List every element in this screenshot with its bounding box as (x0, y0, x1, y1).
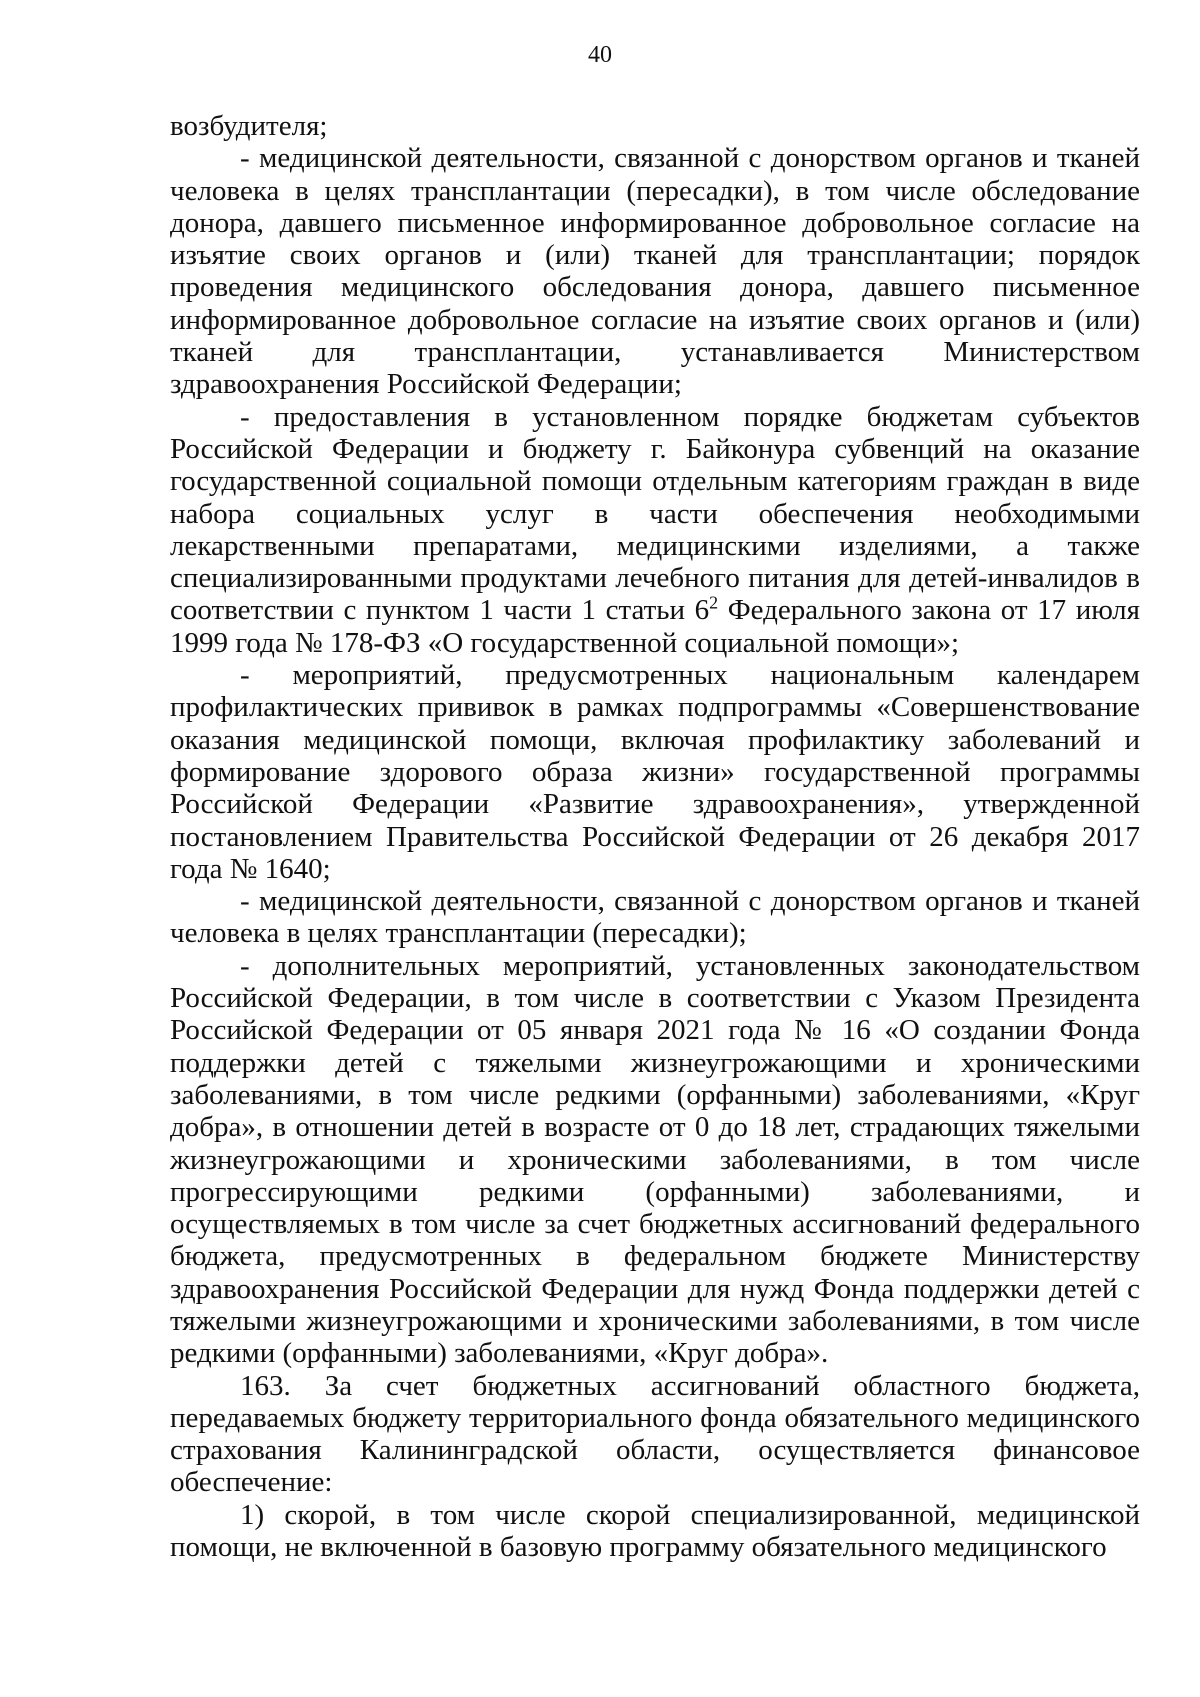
paragraph-8-text: 1) скорой, в том числе скорой специализированной, медицинской помощи, не включенной в базовую программу обязательного медицинского (170, 1498, 1140, 1564)
paragraph-7-text: 163. За счет бюджетных ассигнований областного бюджета, передаваемых бюджету территориального фонда обязательного медицинского страхования Калининградской области, осуществляется финансовое обеспечение: (170, 1369, 1140, 1499)
paragraph-6 (170, 950, 1140, 1370)
paragraph-2 (170, 142, 1140, 400)
paragraph-1-text: возбудителя; (170, 110, 328, 142)
paragraph-6-text: - дополнительных мероприятий, установленных законодательством Российской Федерации, в том числе в соответствии с Указом Президента Российской Федерации от 05 января 2021 года № 16 «О создании Фонда поддержки детей с тяжелыми жизнеугрожающими и хроническими заболеваниями, в том числе редкими (орфанными) заболеваниями, «Круг добра», в отношении детей в возрасте от 0 до 18 лет, страдающих тяжелыми жизнеугрожающими и хроническими заболеваниями, в том числе прогрессирующими редкими (орфанными) заболеваниями, и осуществляемых в том числе за счет бюджетных ассигнований федерального бюджета, предусмотренных в федеральном бюджете Министерству здравоохранения Российской Федерации для нужд Фонда поддержки детей с тяжелыми жизнеугрожающими и хроническими заболеваниями, в том числе редкими (орфанными) заболеваниями, «Круг добра». (170, 949, 1140, 1370)
paragraph-5 (170, 885, 1140, 950)
superscript-2: 2 (709, 592, 719, 613)
paragraph-1 (170, 110, 1140, 142)
paragraph-7 (170, 1370, 1140, 1499)
paragraph-3 (170, 401, 1140, 659)
document-body (170, 110, 1140, 1563)
paragraph-3-text-after: Федерального закона от 17 июля 1999 года № 178-ФЗ «О государственной социальной помощи»; (170, 594, 1140, 659)
paragraph-5-text: - медицинской деятельности, связанной с донорством органов и тканей человека в целях трансплантации (пересадки); (170, 885, 1140, 950)
paragraph-4-text: - мероприятий, предусмотренных национальным календарем профилактических прививок в рамках подпрограммы «Совершенствование оказания медицинской помощи, включая профилактику заболеваний и формирование здорового образа жизни» государственной программы Российской Федерации «Развитие здравоохранения», утвержденной постановлением Правительства Российской Федерации от 26 декабря 2017 года № 1640; (170, 659, 1140, 885)
paragraph-8 (170, 1499, 1140, 1564)
page-number: 40 (588, 42, 612, 68)
paragraph-3-text: - предоставления в установленном порядке бюджетам субъектов Российской Федерации и бюджету г. Байконура субвенций на оказание государственной социальной помощи отдельным категориям граждан в виде набора социальных услуг в части обеспечения необходимыми лекарственными препаратами, медицинскими изделиями, а также специализированными продуктами лечебного питания для детей-инвалидов в соответствии с пунктом 1 части 1 статьи 6 (170, 400, 1140, 627)
paragraph-2-text: - медицинской деятельности, связанной с донорством органов и тканей человека в целях трансплантации (пересадки), в том числе обследование донора, давшего письменное информированное добровольное согласие на изъятие своих органов и (или) тканей для трансплантации; порядок проведения медицинского обследования донора, давшего письменное информированное добровольное согласие на изъятие своих органов и (или) тканей для трансплантации, устанавливается Министерством здравоохранения Российской Федерации; (170, 142, 1140, 401)
paragraph-4 (170, 659, 1140, 885)
